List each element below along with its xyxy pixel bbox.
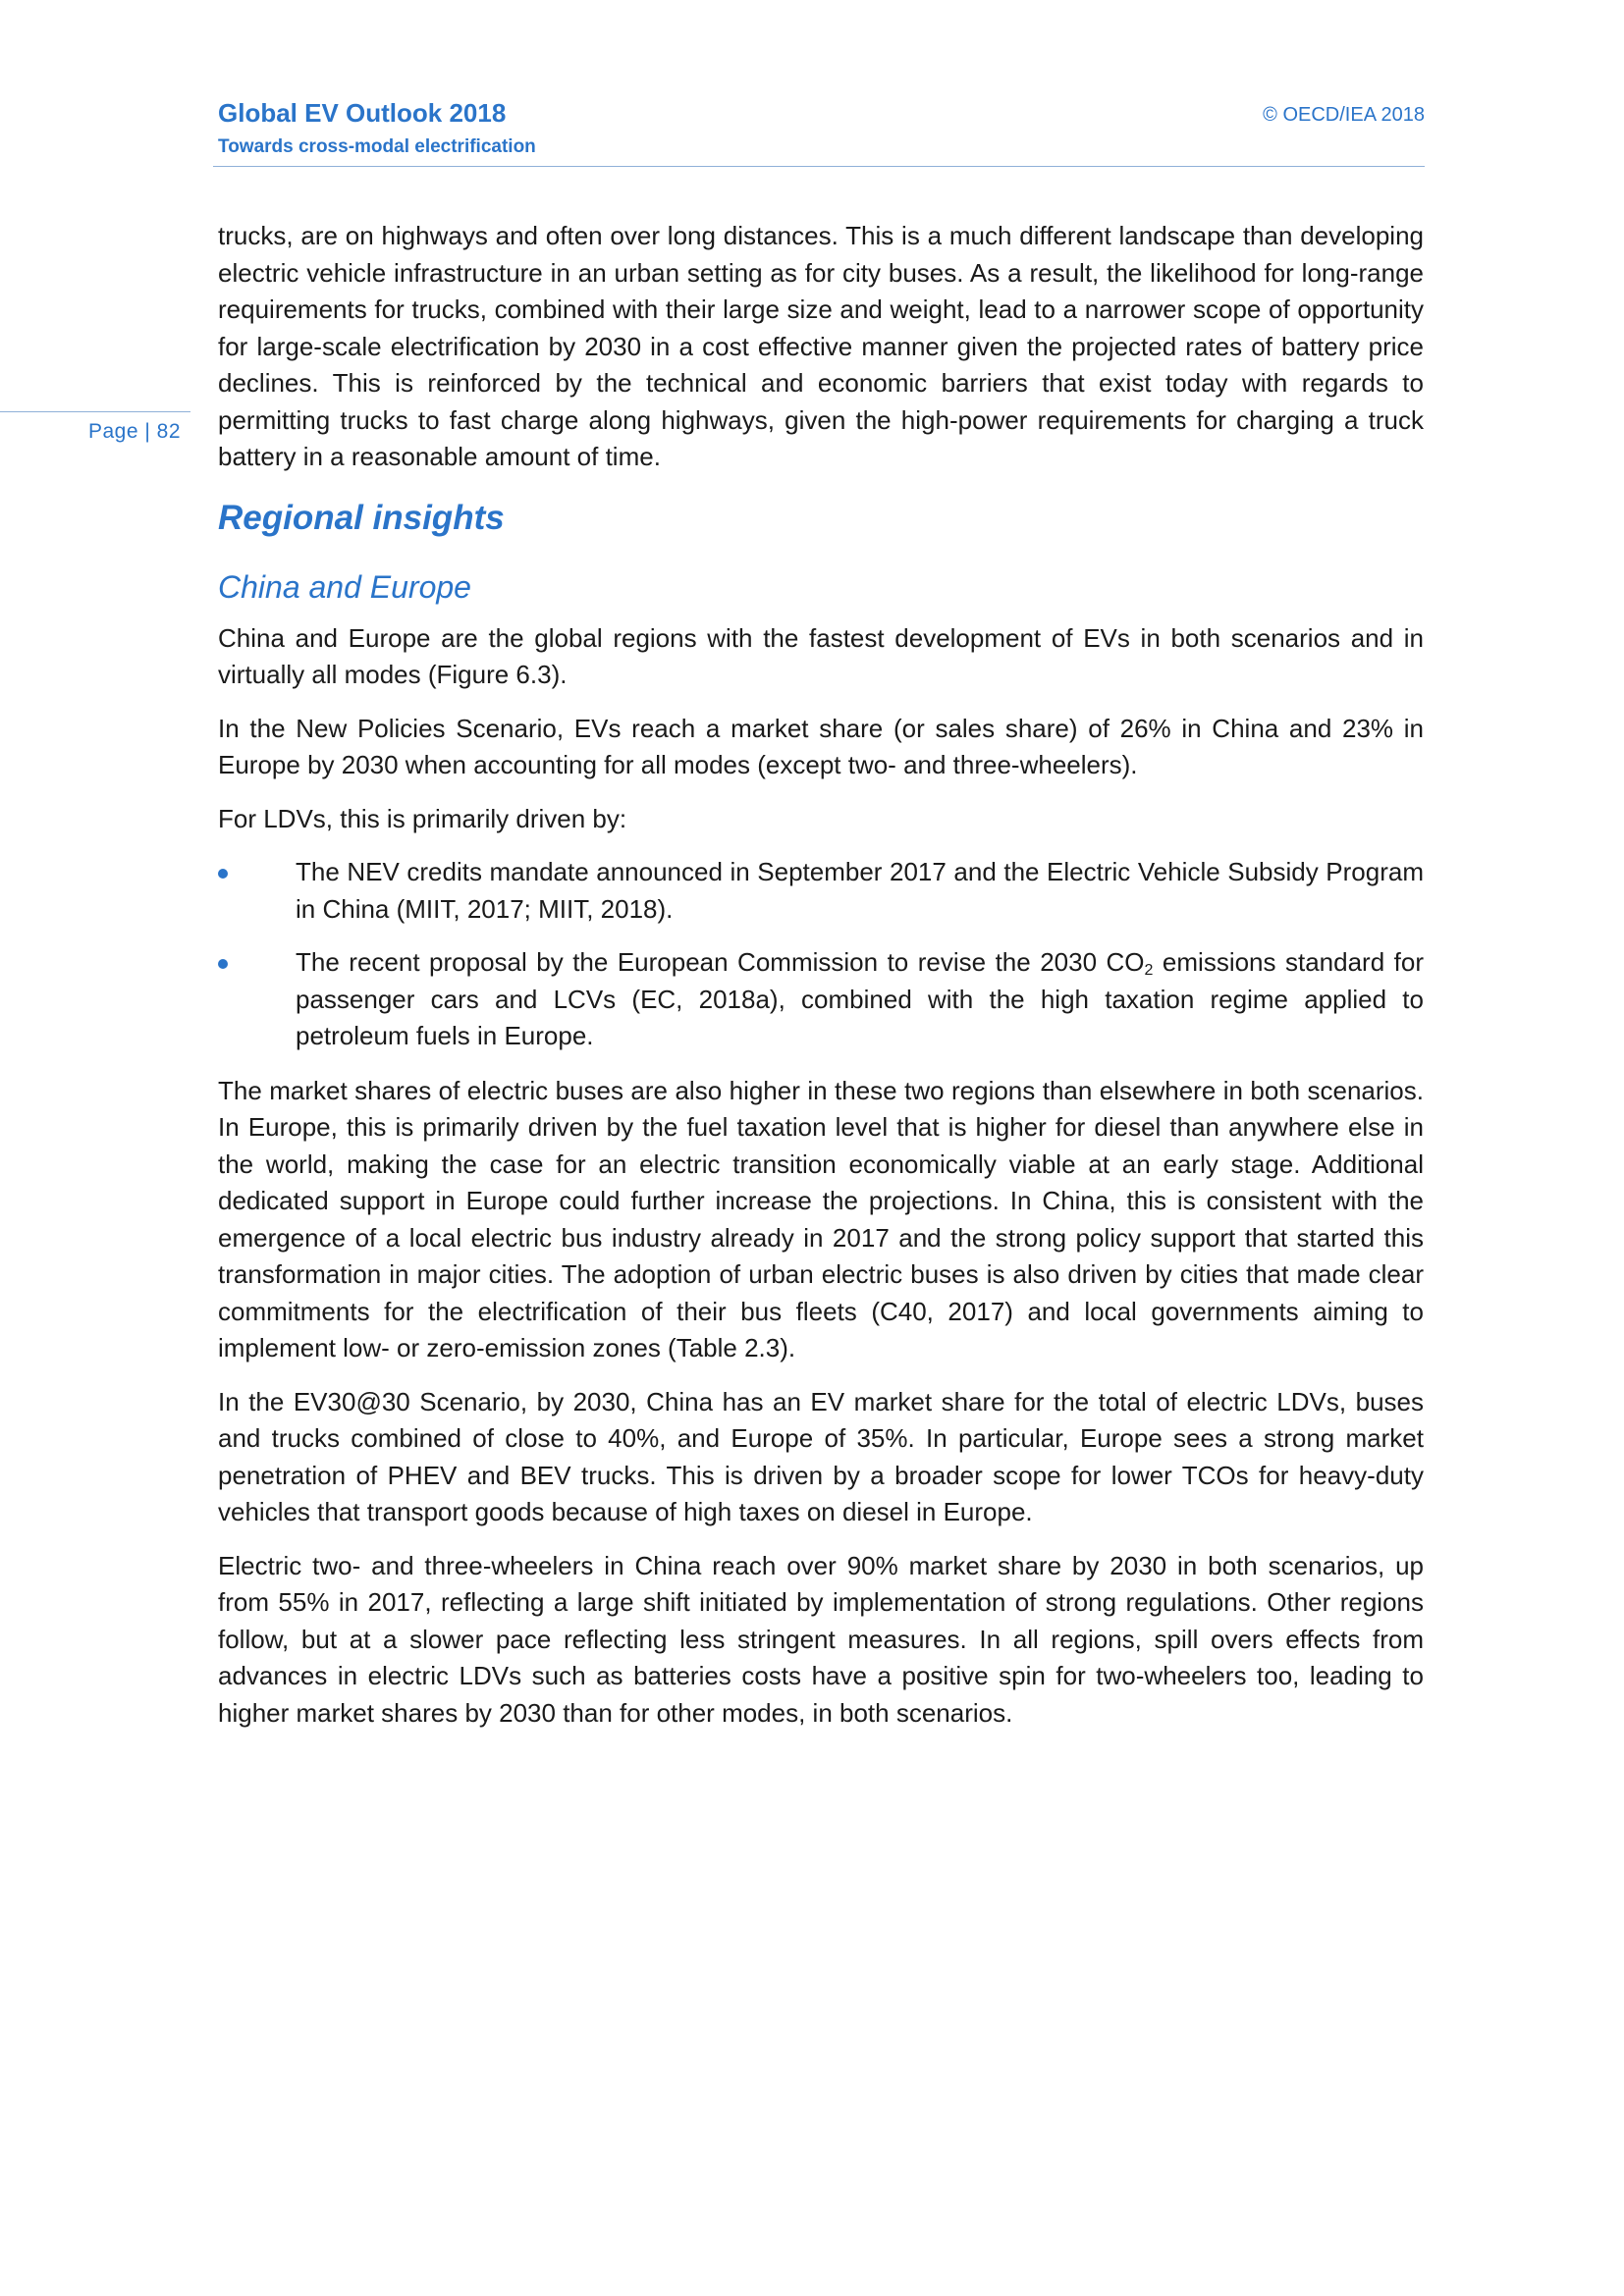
bullet-text-part: The recent proposal by the European Commission to revise the 2030 CO (296, 947, 1145, 977)
subscript: 2 (1144, 962, 1154, 979)
list-item (218, 854, 1424, 928)
header-divider (213, 166, 1425, 167)
subsection-heading: China and Europe (218, 568, 471, 605)
bullet-text-part: emissions standard for passenger cars and LCVs (EC, 2018a), combined with the high taxation regime applied to petroleum fuels in Europe. (296, 947, 1424, 1050)
bullet-text: The NEV credits mandate announced in September 2017 and the Electric Vehicle Subsidy Program in China (MIIT, 2017; MIIT, 2018). (296, 857, 1424, 924)
page-number: Page | 82 (88, 420, 182, 443)
bullet-list (218, 854, 1424, 1055)
page-body (218, 218, 1424, 1748)
chapter-subtitle: Towards cross-modal electrification (218, 136, 536, 157)
paragraph-ldvs-intro: For LDVs, this is primarily driven by: (218, 803, 627, 833)
margin-divider (0, 411, 190, 412)
list-item (218, 944, 1424, 1055)
bullet-icon (218, 959, 228, 969)
paragraph-fastest-development: China and Europe are the global regions with the fastest development of EVs in both scenarios and in virtually all modes (Figure 6.3). (218, 622, 1424, 689)
paragraph-electric-buses: The market shares of electric buses are also higher in these two regions than elsewhere in both scenarios. In Europe, this is primarily driven by the fuel taxation level that is higher for diesel than anywhere else in the world, making the case for an electric transition economically viable at an early stage. Additional dedicated support in Europe could further increase the projections. In China, this is consistent with the emergence of a local electric bus industry already in 2017 and the strong policy support that started this transformation in major cities. The adoption of urban electric buses is also driven by cities that made clear commitments for the electrification of their bus fleets (C40, 2017) and local governments aiming to implement low- or zero-emission zones (Table 2.3). (218, 1075, 1424, 1362)
paragraph-ev3030-scenario: In the EV30@30 Scenario, by 2030, China has an EV market share for the total of electric LDVs, buses and trucks combined of close to 40%, and Europe of 35%. In particular, Europe sees a strong market penetration of PHEV and BEV trucks. This is driven by a broader scope for lower TCOs for heavy-duty vehicles that transport goods because of high taxes on diesel in Europe. (218, 1386, 1424, 1526)
paragraph-intro: trucks, are on highways and often over long distances. This is a much different landscape than developing electric vehicle infrastructure in an urban setting as for city buses. As a result, the likelihood for long-range requirements for trucks, combined with their large size and weight, lead to a narrower scope of opportunity for large-scale electrification by 2030 in a cost effective manner given the projected rates of battery price declines. This is reinforced by the technical and economic barriers that exist today with regards to permitting trucks to fast charge along highways, given the high-power requirements for charging a truck battery in a reasonable amount of time. (218, 221, 1424, 471)
paragraph-two-wheelers: Electric two- and three-wheelers in China reach over 90% market share by 2030 in both scenarios, up from 55% in 2017, reflecting a large shift initiated by implementation of strong regulations. Other regions follow, but at a slower pace reflecting less stringent measures. In all regions, spill overs effects from advances in electric LDVs such as batteries costs have a positive spin for two-wheelers too, leading to higher market shares by 2030 than for other modes, in both scenarios. (218, 1550, 1424, 1728)
bullet-icon (218, 869, 228, 879)
paragraph-new-policies: In the New Policies Scenario, EVs reach a market share (or sales share) of 26% in China and 23% in Europe by 2030 when accounting for all modes (except two- and three-wheelers). (218, 713, 1424, 779)
section-heading: Regional insights (218, 498, 505, 537)
document-title: Global EV Outlook 2018 (218, 98, 507, 128)
copyright-notice: © OECD/IEA 2018 (1263, 104, 1425, 126)
